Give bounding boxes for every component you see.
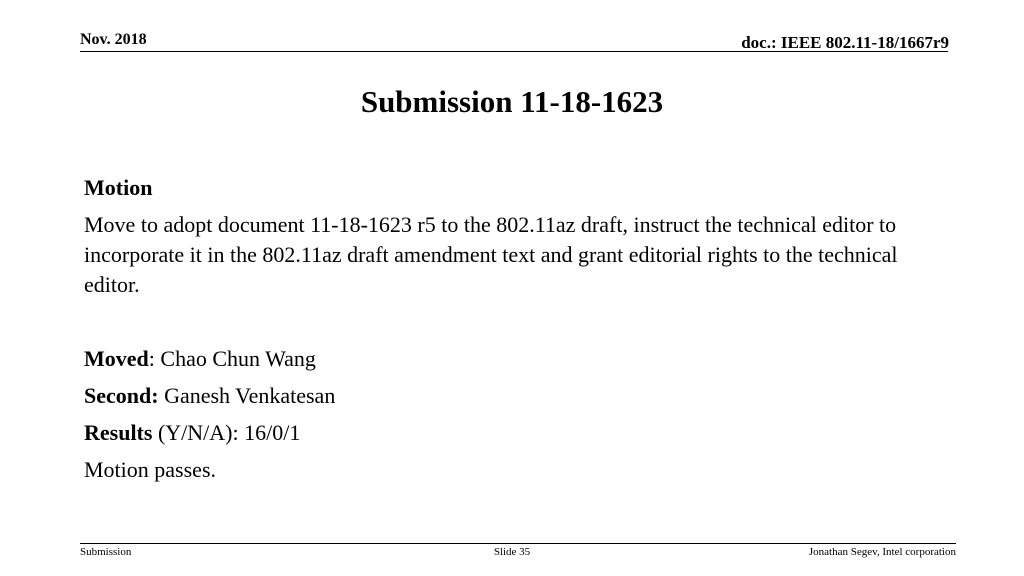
second-label: Second: (84, 383, 159, 408)
footer-divider (80, 543, 956, 544)
footer-author: Jonathan Segev, Intel corporation (808, 546, 956, 558)
second-line (84, 383, 335, 409)
moved-label: Moved (84, 346, 149, 371)
footer-slide-number: Slide 35 (493, 546, 531, 558)
second-value: Ganesh Venkatesan (158, 383, 336, 408)
header-date: Nov. 2018 (80, 31, 147, 48)
moved-separator: : (148, 346, 155, 371)
results-value: (Y/N/A): 16/0/1 (152, 420, 301, 445)
results-line (84, 420, 300, 446)
moved-value: Chao Chun Wang (154, 346, 316, 371)
header-doc-id: doc.: IEEE 802.11-18/1667r9 (741, 33, 949, 52)
footer-submission: Submission (80, 546, 132, 558)
moved-line (84, 346, 316, 372)
slide-title: Submission 11-18-1623 (360, 84, 664, 119)
header-divider (80, 51, 948, 52)
motion-heading: Motion (84, 175, 153, 200)
motion-text: Move to adopt document 11-18-1623 r5 to the 802.11az draft, instruct the technical editor to incorporate it in the 802.11az draft amendment text and grant editorial rights to the technical editor. (84, 212, 898, 297)
motion-outcome: Motion passes. (84, 457, 216, 482)
results-label: Results (84, 420, 153, 445)
